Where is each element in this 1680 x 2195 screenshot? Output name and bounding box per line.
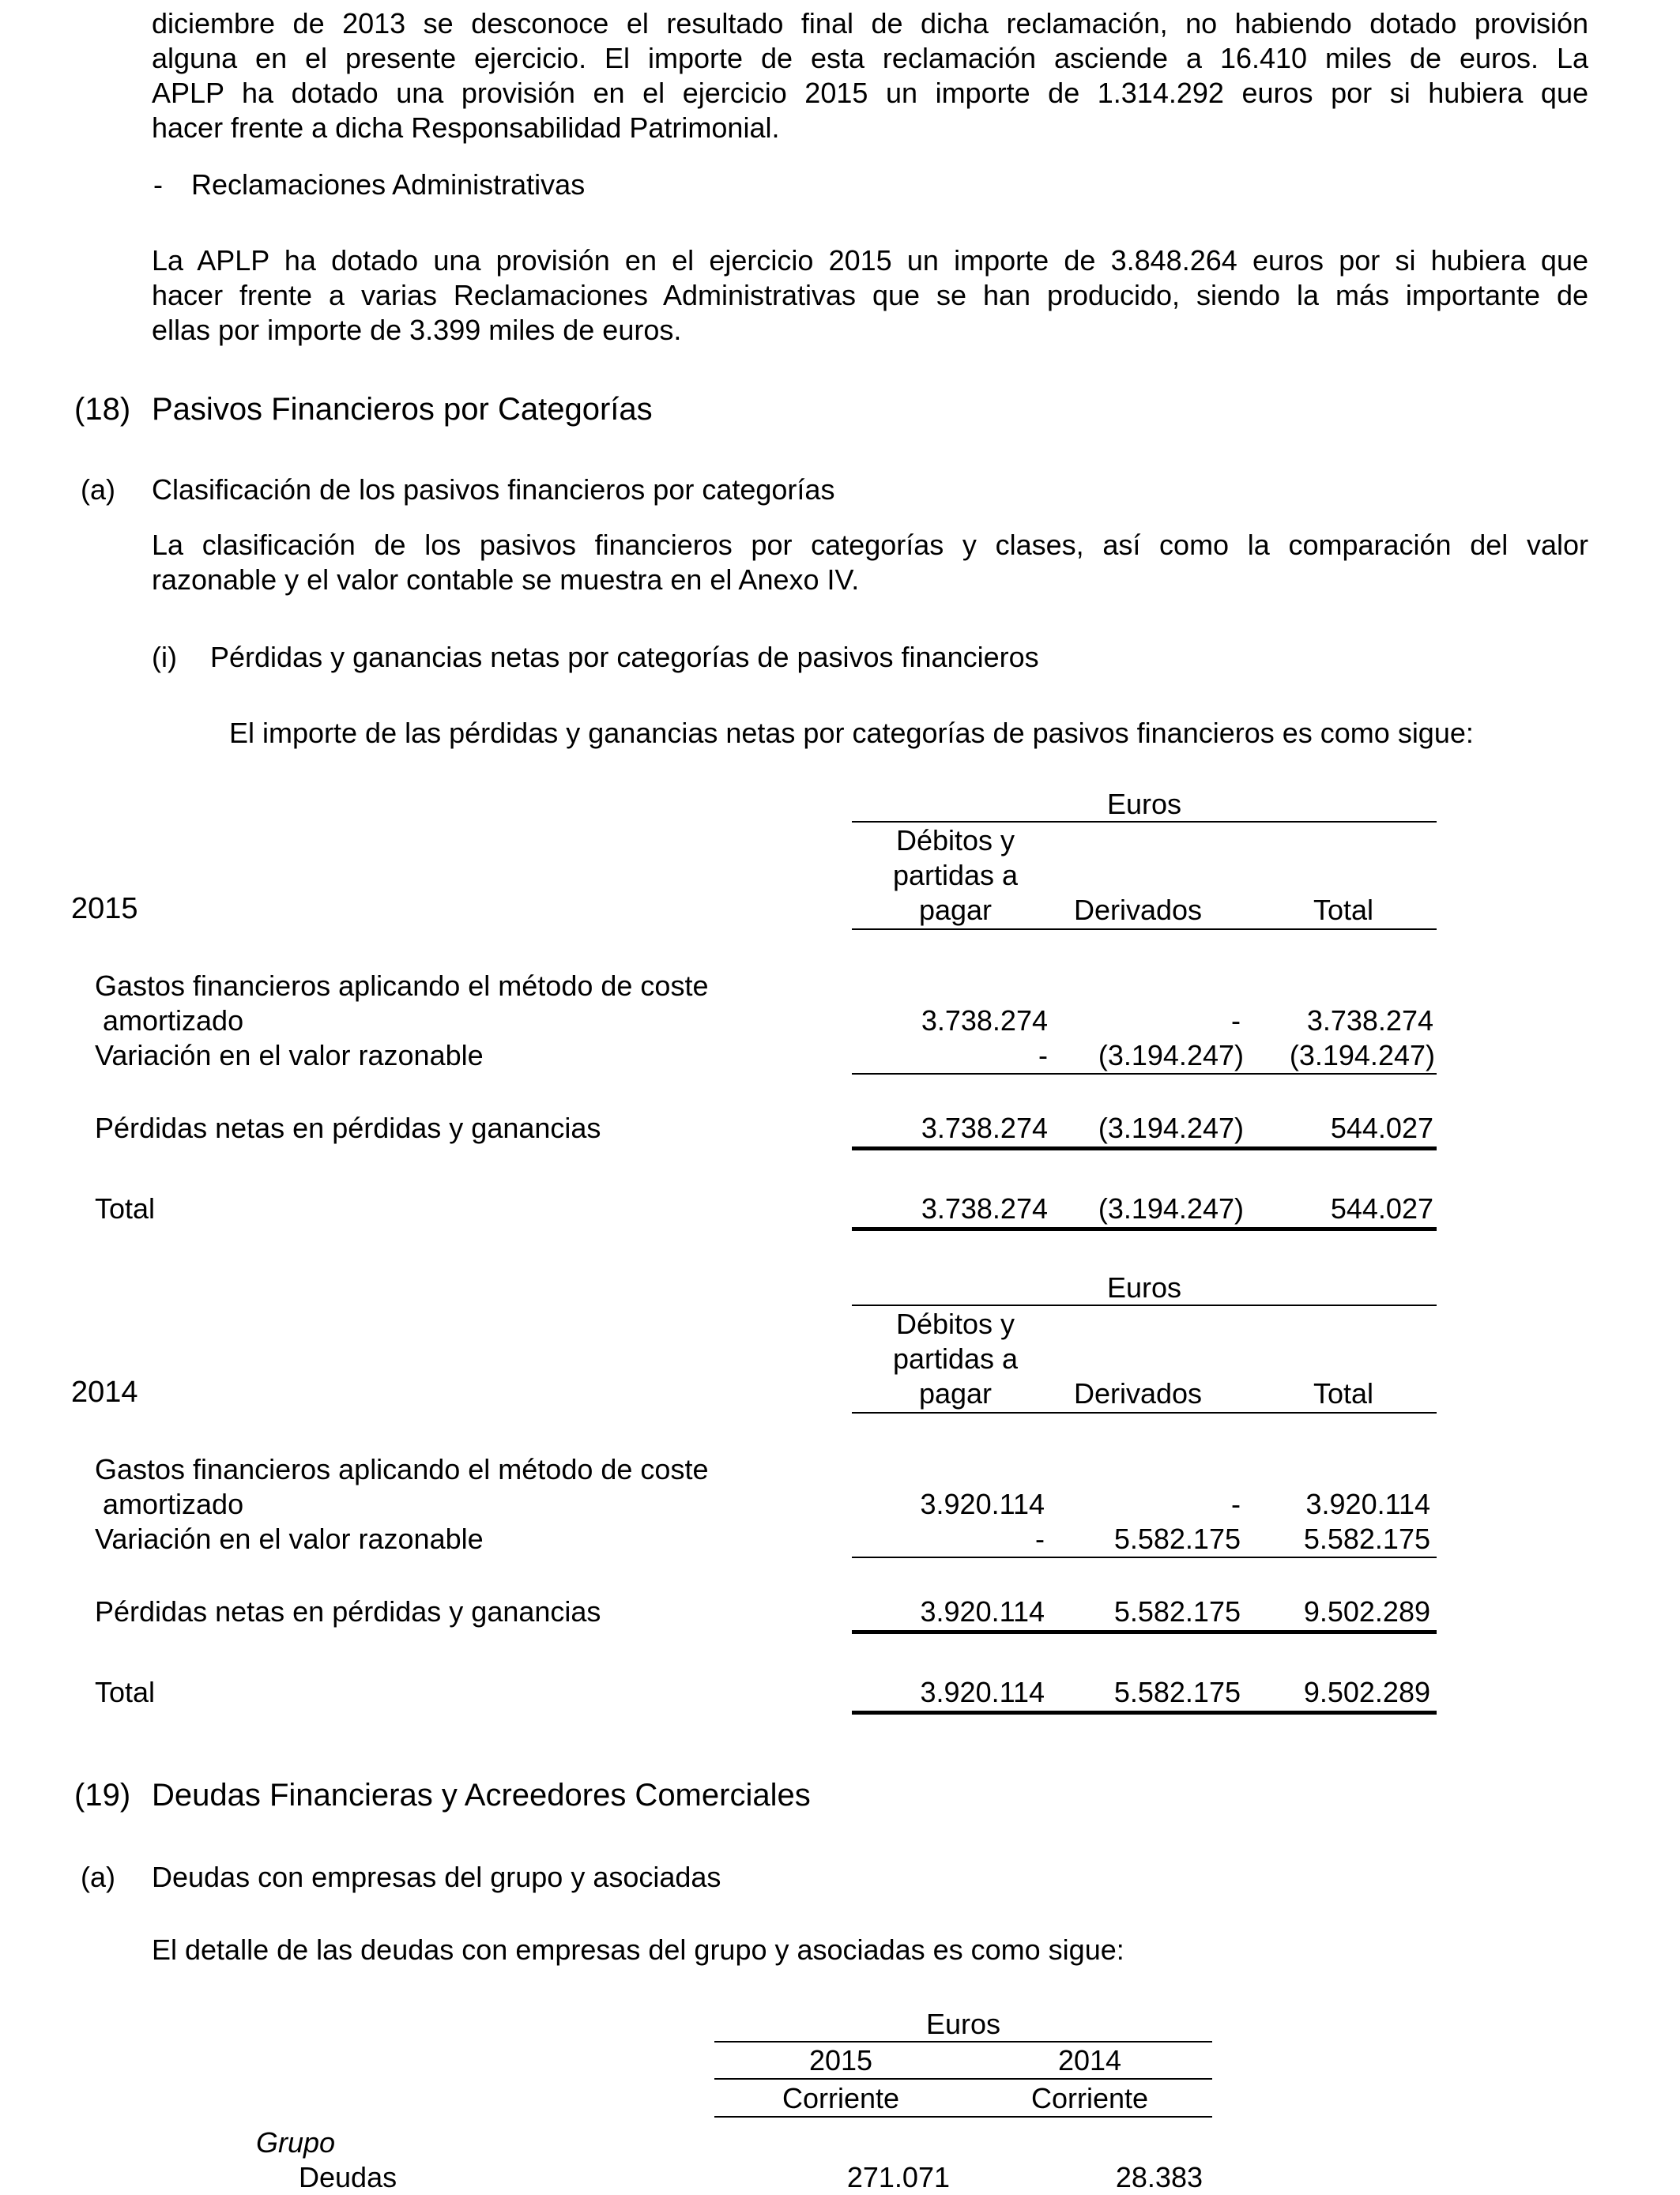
- row-label: Total: [95, 1676, 156, 1708]
- text-line: alguna en el presente ejercicio. El importe de esta reclamación asciende a 16.410 miles de euros. La: [152, 42, 1588, 74]
- cell-value: 5.582.175: [1113, 1676, 1241, 1708]
- header-rule: [852, 821, 1437, 823]
- text-line: hacer frente a dicha Responsabilidad Patrimonial.: [152, 111, 780, 144]
- cell-value: 3.920.114: [920, 1676, 1045, 1708]
- cell-value: 3.738.274: [1306, 1004, 1433, 1037]
- subsubsection-title: Pérdidas y ganancias netas por categorías de pasivos financieros: [210, 641, 1039, 673]
- header-rule: [714, 2116, 1212, 2118]
- sum-rule: [852, 1073, 1437, 1075]
- subsubsection-label: (i): [152, 641, 177, 673]
- header-rule: [714, 2078, 1212, 2080]
- text-line: razonable y el valor contable se muestra en el Anexo IV.: [152, 563, 860, 596]
- cell-value: 544.027: [1330, 1192, 1433, 1225]
- table-intro-text: El importe de las pérdidas y ganancias netas por categorías de pasivos financieros es como sigue:: [229, 717, 1474, 749]
- cell-value: 3.920.114: [1305, 1488, 1430, 1520]
- subsection-label: (a): [81, 473, 115, 506]
- bullet-text: Reclamaciones Administrativas: [191, 168, 586, 201]
- section-number: (19): [74, 1778, 131, 1813]
- total-rule: [852, 1711, 1437, 1715]
- currency-header: Euros: [1106, 1271, 1182, 1304]
- reclamaciones-paragraph: [152, 243, 1588, 348]
- cell-value: 271.071: [846, 2161, 950, 2193]
- cell-value: 3.738.274: [921, 1112, 1048, 1144]
- cell-value: 3.920.114: [920, 1488, 1045, 1520]
- subsection-title: Clasificación de los pasivos financieros por categorías: [152, 473, 835, 506]
- row-label: Variación en el valor razonable: [95, 1039, 484, 1071]
- column-header-sub: Corriente: [782, 2082, 900, 2114]
- text-line: APLP ha dotado una provisión en el ejercicio 2015 un importe de 1.314.292 euros por si hubiera que: [152, 77, 1588, 109]
- cell-value: 9.502.289: [1303, 1595, 1430, 1628]
- row-label: Total: [95, 1192, 156, 1225]
- text-line: hacer frente a varias Reclamaciones Administrativas que se han producido, siendo la más importante de: [152, 279, 1588, 311]
- row-label: Pérdidas netas en pérdidas y ganancias: [95, 1112, 601, 1144]
- text-line: diciembre de 2013 se desconoce el resultado final de dicha reclamación, no habiendo dotado provisión: [152, 7, 1588, 40]
- cell-value: 5.582.175: [1113, 1595, 1241, 1628]
- column-header-debitos: Débitos y partidas a pagar: [892, 1308, 1019, 1410]
- cell-value: (3.194.247): [1098, 1039, 1244, 1071]
- header-rule: [852, 1412, 1437, 1414]
- table-year: 2015: [71, 892, 138, 925]
- total-rule: [852, 1227, 1437, 1231]
- header-rule: [714, 2041, 1212, 2043]
- row-label: Deudas: [299, 2161, 397, 2193]
- row-label: Gastos financieros aplicando el método de coste: [95, 1453, 709, 1485]
- row-label: Variación en el valor razonable: [95, 1523, 484, 1555]
- text-line: La APLP ha dotado una provisión en el ejercicio 2015 un importe de 3.848.264 euros por si hubiera que: [152, 244, 1588, 277]
- row-label: amortizado: [95, 1488, 244, 1520]
- sum-rule: [852, 1557, 1437, 1558]
- bullet-dash: -: [153, 168, 163, 201]
- section-number: (18): [74, 392, 131, 427]
- cell-value: 3.738.274: [921, 1192, 1048, 1225]
- cell-value: 5.582.175: [1113, 1523, 1241, 1555]
- row-label: amortizado: [95, 1004, 244, 1037]
- text-line: ellas por importe de 3.399 miles de euros.: [152, 314, 682, 346]
- column-header-debitos: Débitos y partidas a pagar: [892, 824, 1019, 926]
- cell-value: 9.502.289: [1303, 1676, 1430, 1708]
- header-rule: [852, 928, 1437, 930]
- column-header-total: Total: [1313, 894, 1374, 926]
- clasificacion-paragraph: [152, 528, 1588, 597]
- column-header-sub: Corriente: [1030, 2082, 1149, 2114]
- cell-value: (3.194.247): [1098, 1112, 1244, 1144]
- intro-paragraph: [152, 6, 1588, 145]
- section-title: Deudas Financieras y Acreedores Comerciales: [152, 1778, 811, 1813]
- total-rule: [852, 1630, 1437, 1634]
- table-year: 2014: [71, 1376, 138, 1409]
- cell-value: (3.194.247): [1098, 1192, 1244, 1225]
- cell-value: 3.738.274: [921, 1004, 1048, 1037]
- subsection-title: Deudas con empresas del grupo y asociadas: [152, 1861, 721, 1893]
- text-line: La clasificación de los pasivos financieros por categorías y clases, así como la comparación del valor: [152, 529, 1588, 561]
- cell-value: -: [1035, 1523, 1045, 1555]
- cell-value: 5.582.175: [1303, 1523, 1430, 1555]
- header-rule: [852, 1305, 1437, 1306]
- currency-header: Euros: [925, 2008, 1001, 2040]
- cell-value: -: [1231, 1004, 1241, 1037]
- table-intro-text: El detalle de las deudas con empresas del grupo y asociadas es como sigue:: [152, 1933, 1124, 1966]
- column-header-derivados: Derivados: [1073, 894, 1203, 926]
- column-header-year: 2014: [1057, 2044, 1122, 2076]
- subsection-label: (a): [81, 1861, 115, 1893]
- row-label: Pérdidas netas en pérdidas y ganancias: [95, 1595, 601, 1628]
- currency-header: Euros: [1106, 788, 1182, 820]
- cell-value: (3.194.247): [1289, 1039, 1435, 1071]
- group-label: Grupo: [256, 2126, 336, 2159]
- column-header-total: Total: [1313, 1377, 1374, 1410]
- total-rule: [852, 1146, 1437, 1150]
- row-label: Gastos financieros aplicando el método de coste: [95, 969, 709, 1002]
- cell-value: -: [1038, 1039, 1048, 1071]
- cell-value: 544.027: [1330, 1112, 1433, 1144]
- cell-value: 28.383: [1115, 2161, 1203, 2193]
- cell-value: -: [1231, 1488, 1241, 1520]
- column-header-year: 2015: [808, 2044, 873, 2076]
- column-header-derivados: Derivados: [1073, 1377, 1203, 1410]
- cell-value: 3.920.114: [920, 1595, 1045, 1628]
- section-title: Pasivos Financieros por Categorías: [152, 392, 653, 427]
